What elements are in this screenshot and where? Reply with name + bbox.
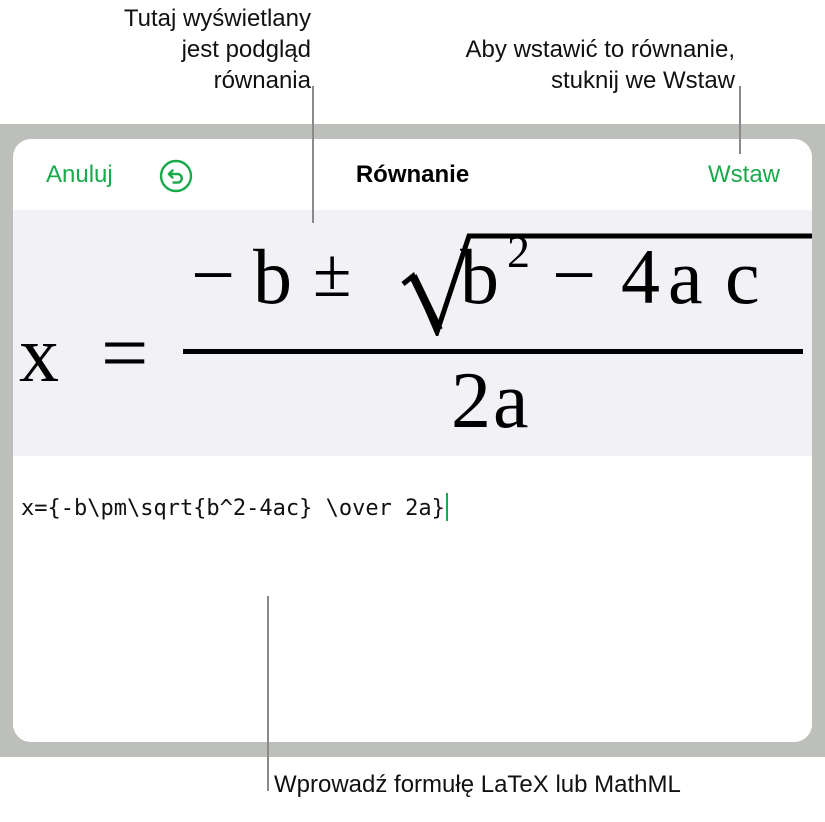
callout-preview-line-1: Tutaj wyświetlany (123, 5, 311, 32)
math-b: b (253, 233, 292, 320)
callout-input-text: Wprowadź formułę LaTeX lub MathML (274, 771, 681, 798)
math-exponent: 2 (507, 226, 530, 277)
latex-input[interactable] (21, 493, 448, 521)
callout-insert-line-1: Aby wstawić to równanie, (465, 36, 735, 63)
sheet-title: Równanie (355, 161, 470, 188)
callout-preview-line-2: jest podgląd (181, 36, 311, 63)
latex-editor[interactable] (13, 456, 812, 742)
text-caret (446, 493, 448, 521)
leader-line-input (267, 596, 269, 791)
callout-input (274, 769, 681, 800)
cancel-button[interactable]: Anuluj (46, 161, 113, 188)
math-equals: = (101, 307, 149, 400)
callout-insert (466, 34, 735, 96)
math-lhs: x (19, 311, 59, 399)
math-a: a (668, 233, 703, 320)
leader-line-insert (739, 86, 741, 154)
math-plus-minus: ± (313, 235, 352, 312)
math-two: 2 (451, 357, 491, 445)
math-four: 4 (621, 233, 660, 320)
callout-preview-line-3: równania (213, 67, 311, 94)
navbar (13, 139, 812, 209)
math-minus-2: − (552, 231, 596, 318)
latex-input-value: x={-b\pm\sqrt{b^2-4ac} \over 2a} (21, 496, 445, 521)
math-c: c (725, 233, 760, 320)
callout-insert-line-2: stuknij we Wstaw (550, 67, 735, 94)
math-minus: − (191, 231, 235, 318)
math-denominator-a: a (493, 357, 529, 445)
undo-icon (159, 159, 193, 193)
equation-sheet (13, 139, 812, 742)
insert-button[interactable]: Wstaw (708, 161, 780, 188)
leader-line-preview (312, 86, 314, 223)
undo-button[interactable] (159, 159, 193, 193)
fraction-bar (183, 349, 803, 354)
math-radicand-b: b (460, 233, 499, 320)
equation-preview (13, 210, 812, 456)
callout-preview (124, 3, 311, 96)
